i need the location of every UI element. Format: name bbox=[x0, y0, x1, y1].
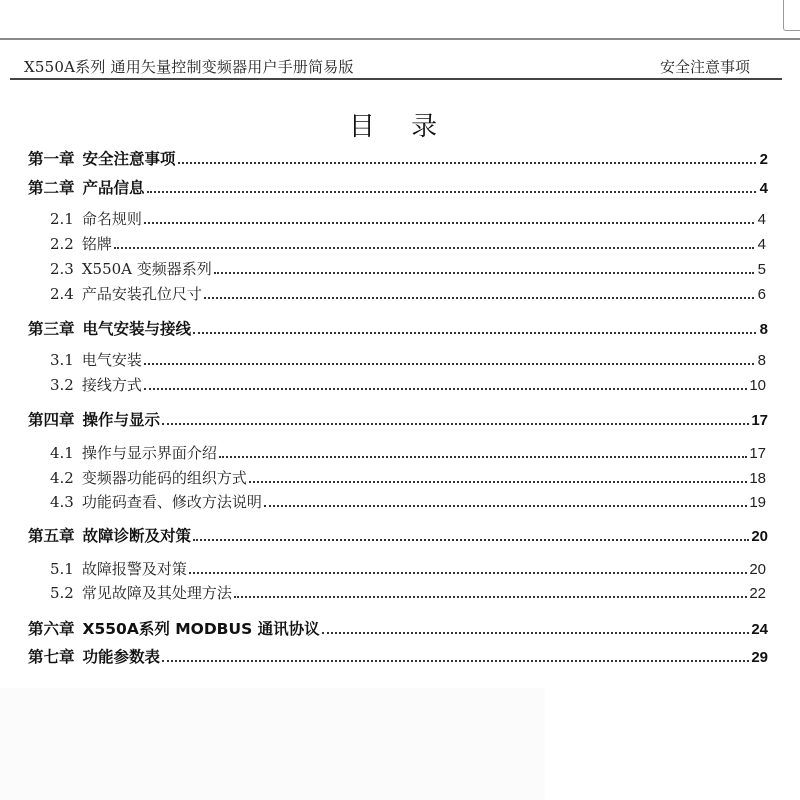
toc-entry-section-2-4[interactable] bbox=[50, 283, 766, 304]
toc-entry-label: 变频器功能码的组织方式 bbox=[81, 469, 247, 487]
toc-entry-chapter-1[interactable] bbox=[28, 147, 768, 169]
toc-entry-number: 第四章 bbox=[28, 411, 75, 429]
dot-leader bbox=[193, 538, 749, 541]
toc-entry-label: 电气安装与接线 bbox=[82, 320, 192, 338]
toc-entry-chapter-6[interactable] bbox=[28, 617, 768, 639]
toc-entry-chapter-5[interactable] bbox=[28, 524, 768, 546]
toc-entry-page: 10 bbox=[749, 377, 766, 394]
toc-entry-page: 20 bbox=[749, 561, 766, 578]
toc-entry-chapter-4[interactable] bbox=[28, 408, 768, 430]
dot-leader bbox=[147, 190, 756, 193]
toc-title: 目 录 bbox=[348, 112, 452, 142]
toc-entry-page: 8 bbox=[759, 321, 768, 338]
toc-entry-page: 5 bbox=[757, 261, 766, 278]
dot-leader bbox=[162, 659, 749, 662]
header-document-title: X550A系列 通用矢量控制变频器用户手册简易版 bbox=[24, 58, 354, 76]
dot-leader bbox=[214, 271, 754, 274]
toc-entry-label: 操作与显示界面介绍 bbox=[81, 444, 217, 462]
toc-entry-number: 5.2 bbox=[50, 584, 74, 602]
dot-leader bbox=[162, 422, 749, 425]
toc-entry-label: 安全注意事项 bbox=[82, 150, 176, 168]
toc-entry-label: 故障诊断及对策 bbox=[82, 527, 192, 545]
toc-entry-number: 4.1 bbox=[50, 444, 74, 462]
toc-entry-number: 2.1 bbox=[50, 210, 74, 228]
dot-leader bbox=[178, 161, 756, 164]
toc-entry-chapter-7[interactable] bbox=[28, 645, 768, 667]
toc-entry-number: 3.2 bbox=[50, 376, 74, 394]
toc-entry-number: 2.2 bbox=[50, 235, 74, 253]
toc-entry-number: 2.3 bbox=[50, 260, 74, 278]
toc-entry-label: 接线方式 bbox=[81, 376, 142, 394]
toc-entry-section-5-2[interactable] bbox=[50, 582, 766, 603]
header-section-title: 安全注意事项 bbox=[660, 58, 751, 76]
toc-entry-number: 2.4 bbox=[50, 285, 74, 303]
toc-entry-number: 第五章 bbox=[28, 527, 75, 545]
toc-entry-page: 4 bbox=[757, 236, 766, 253]
toc-entry-label: 产品信息 bbox=[82, 179, 145, 197]
dot-leader bbox=[144, 387, 747, 390]
toc-entry-page: 2 bbox=[759, 151, 768, 168]
toc-entry-page: 20 bbox=[751, 528, 768, 545]
toc-entry-label: 电气安装 bbox=[81, 351, 142, 369]
toc-entry-section-2-2[interactable] bbox=[50, 233, 766, 254]
dot-leader bbox=[204, 296, 754, 299]
toc-entry-page: 17 bbox=[751, 412, 768, 429]
toc-entry-page: 17 bbox=[749, 445, 766, 462]
toc-entry-chapter-2[interactable] bbox=[28, 176, 768, 198]
toc-entry-number: 5.1 bbox=[50, 560, 74, 578]
toc-entry-section-4-3[interactable] bbox=[50, 491, 766, 512]
toc-entry-label: 功能码查看、修改方法说明 bbox=[81, 493, 262, 511]
toc-entry-section-4-2[interactable] bbox=[50, 467, 766, 488]
toc-entry-label: 命名规则 bbox=[81, 210, 142, 228]
toc-entry-page: 18 bbox=[749, 470, 766, 487]
toc-entry-section-4-1[interactable] bbox=[50, 442, 766, 463]
toc-entry-chapter-3[interactable] bbox=[28, 317, 768, 339]
toc-entry-section-2-3[interactable] bbox=[50, 258, 766, 279]
dot-leader bbox=[144, 362, 754, 365]
toc-entry-label: 产品安装孔位尺寸 bbox=[81, 285, 202, 303]
toc-entry-page: 19 bbox=[749, 494, 766, 511]
toc-entry-page: 29 bbox=[751, 649, 768, 666]
toc-entry-number: 第六章 bbox=[28, 620, 75, 638]
running-header bbox=[0, 40, 800, 82]
toc-entry-page: 24 bbox=[751, 621, 768, 638]
header-divider bbox=[10, 78, 782, 80]
dot-leader bbox=[144, 221, 754, 224]
toc-entry-label: 故障报警及对策 bbox=[81, 560, 187, 578]
toc-entry-number: 4.3 bbox=[50, 493, 74, 511]
toc-entry-section-3-1[interactable] bbox=[50, 349, 766, 370]
toc-entry-page: 4 bbox=[757, 211, 766, 228]
dot-leader bbox=[189, 571, 747, 574]
toc-entry-number: 第七章 bbox=[28, 648, 75, 666]
toc-entry-section-2-1[interactable] bbox=[50, 208, 766, 229]
toc-entry-page: 8 bbox=[757, 352, 766, 369]
dot-leader bbox=[219, 455, 747, 458]
toc-entry-section-5-1[interactable] bbox=[50, 558, 766, 579]
dot-leader bbox=[193, 331, 756, 334]
blank-page-area bbox=[0, 688, 545, 800]
dot-leader bbox=[322, 631, 750, 634]
toc-entry-section-3-2[interactable] bbox=[50, 374, 766, 395]
toc-entry-number: 第一章 bbox=[28, 150, 75, 168]
toc-entry-number: 4.2 bbox=[50, 469, 74, 487]
dot-leader bbox=[249, 480, 747, 483]
toc-entry-number: 第三章 bbox=[28, 320, 75, 338]
toc-entry-label: 常见故障及其处理方法 bbox=[81, 584, 232, 602]
toc-entry-label: 操作与显示 bbox=[82, 411, 161, 429]
toc-entry-page: 22 bbox=[749, 585, 766, 602]
toc-entry-number: 3.1 bbox=[50, 351, 74, 369]
toc-entry-number: 第二章 bbox=[28, 179, 75, 197]
toc-entry-page: 6 bbox=[757, 286, 766, 303]
toc-entry-label: 铭牌 bbox=[81, 235, 112, 253]
toc-entry-label: X550A 变频器系列 bbox=[81, 260, 212, 278]
dot-leader bbox=[114, 246, 754, 249]
toc-entry-label: 功能参数表 bbox=[82, 648, 161, 666]
page-corner-mark bbox=[783, 0, 800, 31]
dot-leader bbox=[264, 504, 747, 507]
toc-entry-label: X550A系列 MODBUS 通讯协议 bbox=[82, 620, 320, 638]
dot-leader bbox=[234, 595, 747, 598]
toc-entry-page: 4 bbox=[759, 180, 768, 197]
